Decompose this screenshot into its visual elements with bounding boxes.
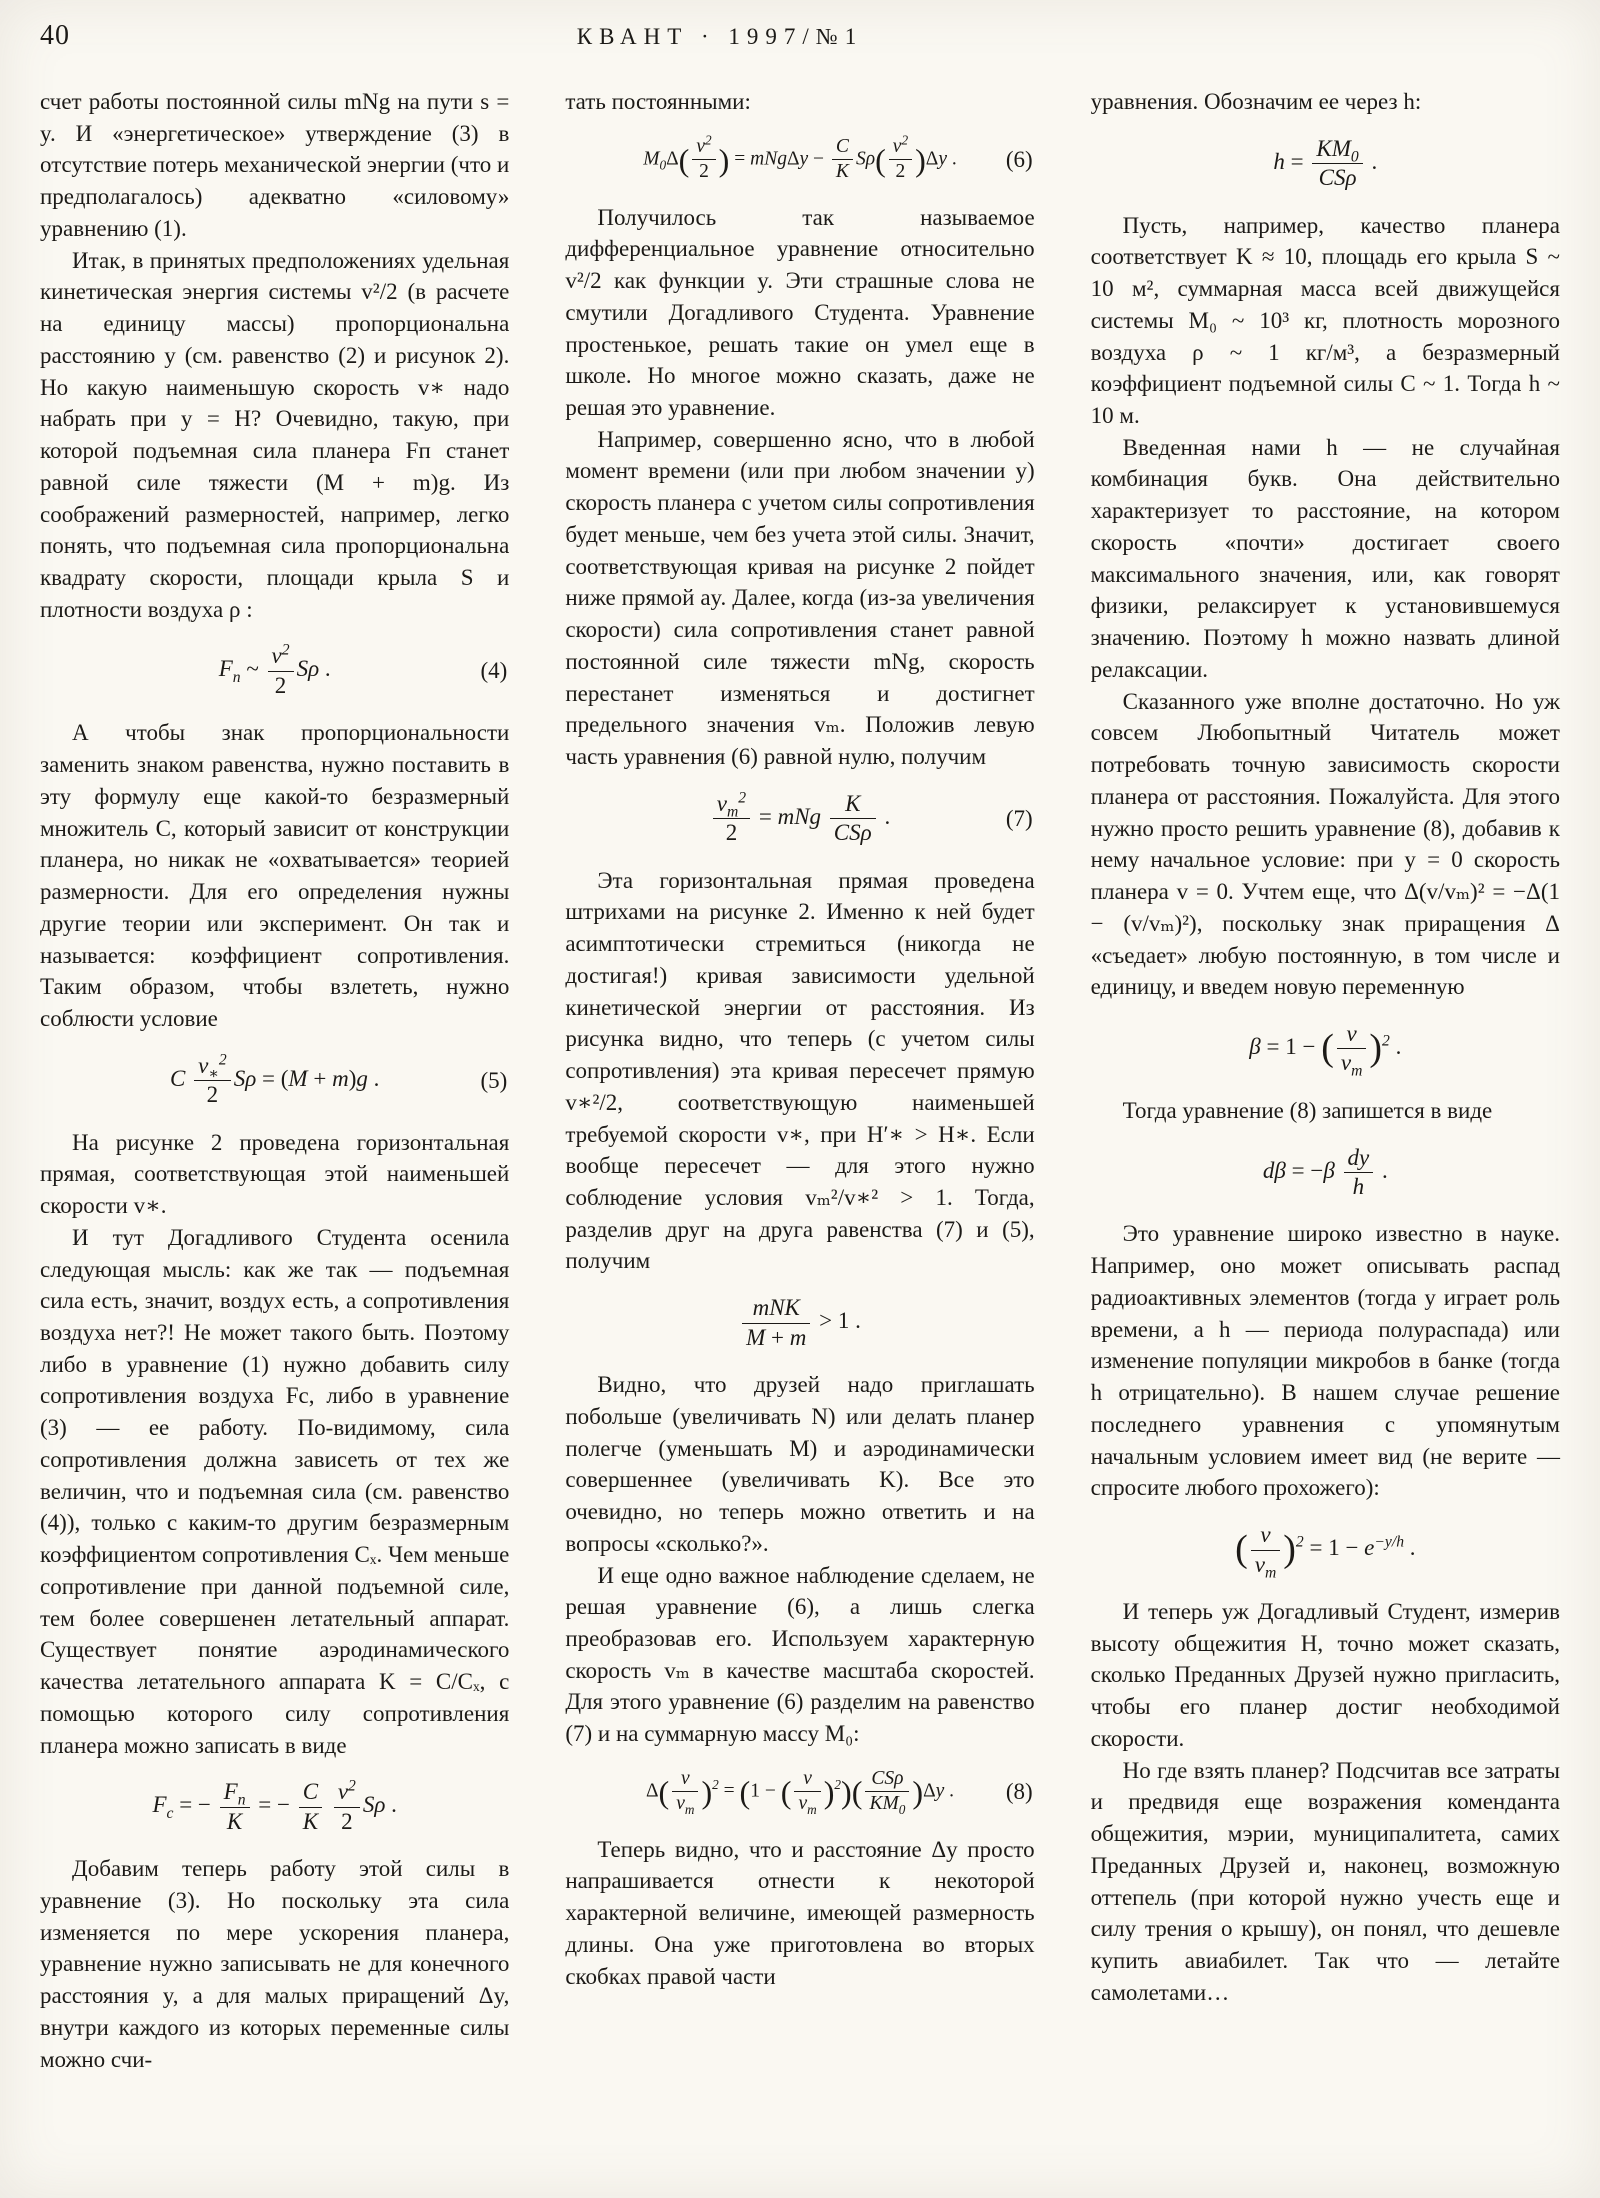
paragraph: Итак, в принятых предположениях удельная кинетическая энергия системы v²/2 (в расчете на единицу массы) пропорциональна расстоянию y (см. равенство (2) и рисунок 2). Но какую наименьшую скорость v∗ надо набрать при y = H? Очевидно, такую, при которой подъемная сила планера Fп станет равной силе тяжести (M + m)g. Из соображений размерностей, например, легко понять, что подъемная сила пропорциональна квадрату скорости, площади крыла S и плотности воздуха ρ : <box>40 247 510 622</box>
journal-title: КВАНТ · 1997/№1 <box>576 24 864 49</box>
paragraph: И еще одно важное наблюдение сделаем, не решая уравнение (6), а лишь слегка преобразовав его. Используем характерную скорость vₘ в качестве масштаба скоростей. Для этого уравнение (6) разделим на равенство (7) и на суммарную массу M₀: <box>565 1562 1035 1747</box>
equation-5 <box>40 1053 509 1109</box>
equation-h <box>1091 136 1560 192</box>
equation-body: ( $\frac{v}{v_m}$ )$^2 = 1 - e^{-y/h}$ . <box>1235 1522 1416 1582</box>
paragraph: Добавим теперь работу этой силы в уравнение (3). Но поскольку эта сила изменяется по мере ускорения планера, уравнение нужно записывать не для конечного расстояния y, а для малых приращений Δy, внутри каждого из которых переменные силы можно счи- <box>40 1856 510 2072</box>
paragraph: тать постоянными: <box>565 89 751 114</box>
equation-inequality <box>565 1295 1034 1351</box>
equation-4 <box>40 643 509 699</box>
equation-number: (7) <box>1005 805 1033 831</box>
text-columns <box>40 86 1560 2075</box>
equation-body: C $\frac{v_∗^2}{2}$ Sρ = (M + m)g . <box>169 1051 380 1108</box>
equation-body: dβ = −β $\frac{dy}{h}$ . <box>1262 1144 1388 1200</box>
column-2 <box>565 86 1034 2075</box>
paragraph: Пусть, например, качество планера соответствует K ≈ 10, площадь его крыла S ~ 10 м², суммарная масса всей движущейся системы M₀ ~ 10³ кг, плотность морозного воздуха ρ ~ 1 кг/м³, а безразмерный коэффициент подъемной силы C ~ 1. Тогда h ~ 10 м. <box>1090 212 1560 429</box>
paragraph: Введенная нами h — не случайная комбинация букв. Она действительно характеризует то расстояние, на котором скорость «почти» достигает своего максимального значения, или, как говорят физики, релаксирует к установившемуся значению. Поэтому h можно назвать длиной релаксации. <box>1090 434 1560 682</box>
paragraph: Это уравнение широко известно в науке. Например, оно может описывать распад радиоактивных элементов (тогда y играет роль времени, а h — периода полураспада) или изменение популяции микробов в банке (тогда h отрицательно). В нашем случае решение последнего уравнения с упомянутым начальным условием имеет вид (не верите — спросите любого прохожего): <box>1090 1221 1560 1501</box>
paragraph: Тогда уравнение (8) запишется в виде <box>1122 1097 1493 1123</box>
equation-6 <box>565 132 1034 184</box>
equation-number: (8) <box>1005 1778 1033 1804</box>
equation-drag-force <box>40 1779 509 1835</box>
equation-number: (6) <box>1005 146 1033 172</box>
equation-body: β = 1 − ( $\frac{v}{v_m}$ )$^2$ . <box>1249 1020 1402 1080</box>
page-number: 40 <box>40 20 70 51</box>
paragraph: Например, совершенно ясно, что в любой момент времени (или при любом значении y) скорость планера с учетом силы сопротивления будет меньше, чем без учета этой силы. Значит, соответствующая кривая на рисунке 2 пойдет ниже прямой ay. Далее, когда (из-за увеличения скорости) сила сопротивления станет равной постоянной силе тяжести mNg, скорость перестанет изменяться и достигнет предельного значения vₘ. Положив левую часть уравнения (6) равной нулю, получим <box>565 426 1035 770</box>
paragraph: На рисунке 2 проведена горизонтальная прямая, соответствующая этой наименьшей скорости v∗. <box>40 1129 510 1219</box>
paragraph: Видно, что друзей надо приглашать побольше (увеличивать N) или делать планер полегче (уменьшать M) и аэродинамически совершеннее (увеличивать K). Все это очевидно, но теперь можно ответить и на вопросы «сколько?». <box>565 1372 1035 1556</box>
paragraph: Сказанного уже вполне достаточно. Но уж совсем Любопытный Читатель может потребовать точную зависимость скорости планера от расстояния. Пожалуйста. Для этого нужно просто решить уравнение (8), добавив к нему начальное условие: при y = 0 скорость планера v = 0. Учтем еще, что Δ(v/vₘ)² = −Δ(1 − (v/vₘ)²), поскольку знак приращения Δ «съедает» любую постоянную, в том числе и единицу, и введем новую переменную <box>1090 688 1560 1000</box>
equation-body: $F_c$ = − $\frac{F_п}{K}$ = − $\frac{C}{K}$ $\frac{v^2}{2}$ Sρ . <box>152 1777 397 1834</box>
equation-body: $F_п$ ~ $\frac{v^2}{2}$ Sρ . <box>218 641 331 698</box>
equation-solution <box>1091 1522 1560 1582</box>
paragraph: Но где взять планер? Подсчитав все затраты и предвидя еще возражения коменданта общежития, мэрии, муниципалитета, самих Преданных Друзей и, наконец, возможную оттепель (при которой нужно учесть еще и силу трения о крышу), он понял, что дешевле купить авиабилет. Так что — летайте самолетами… <box>1090 1757 1560 2005</box>
paragraph: счет работы постоянной силы mNg на пути s = y. И «энергетическое» утверждение (3) в отсутствие потерь механической энергии (что и предполагалось) адекватно «силовому» уравнению (1). <box>40 89 510 241</box>
paragraph: уравнения. Обозначим ее через h: <box>1090 89 1422 114</box>
paragraph: И теперь уж Догадливый Студент, измерив высоту общежития H, точно может сказать, сколько Преданных Друзей нужно пригласить, чтобы его планер достиг необходимой скорости. <box>1090 1598 1560 1751</box>
equation-number: (4) <box>480 658 508 684</box>
equation-body: $\frac{\text{mNK}}{M + m}$ > 1 . <box>739 1295 861 1351</box>
equation-body: h = $\frac{KM_0}{\text{CSρ}}$ . <box>1273 135 1378 191</box>
equation-body: $\frac{v_m^2}{2}$ = mNg $\frac{K}{\text{CSρ}}$ . <box>710 791 890 847</box>
equation-body: Δ( $\frac{v}{v_m}$ )$^2$ = (1 − ( $\frac{v}{v_m}$ )$^2$)( $\frac{\text{CSρ}}{KM_0}$ )Δy . <box>645 1767 955 1818</box>
equation-beta <box>1091 1020 1560 1080</box>
column-3 <box>1091 86 1560 2075</box>
paragraph: Эта горизонтальная прямая проведена штрихами на рисунке 2. Именно к ней будет асимптотически стремиться (никогда не достигая!) кривая зависимости удельной кинетической энергии от расстояния. Из рисунка видно, что теперь (с учетом силы сопротивления) эта кривая пересечет прямую v∗²/2, соответствующую наименьшей требуемой скорости v∗, при H′∗ > H∗. Если вообще пересечет — для этого нужно соблюдение условия vₘ²/v∗² > 1. Тогда, разделив друг на друга равенства (7) и (5), получим <box>565 867 1035 1274</box>
paragraph: Получилось так называемое дифференциальное уравнение относительно v²/2 как функции y. Эти страшные слова не смутили Догадливого Студента. Уравнение простенькое, решать такие он умел еще в школе. Но многое можно сказать, даже не решая это уравнение. <box>565 204 1035 420</box>
equation-8 <box>565 1768 1034 1816</box>
paragraph: Теперь видно, что и расстояние Δy просто напрашивается отнести к некоторой характерной величине, имеющей размерность длины. Она уже приготовлена во вторых скобках правой части <box>565 1836 1035 1989</box>
equation-7 <box>565 791 1034 847</box>
paragraph: И тут Догадливого Студента осенила следующая мысль: как же так — подъемная сила есть, значит, воздух есть, а сопротивления воздуха нет?! Не может такого быть. Поэтому либо в уравнение (1) нужно добавить силу сопротивления воздуха Fс, либо в уравнение (3) — ее работу. По-видимому, сила сопротивления должна зависеть от тех же величин, что и подъемная сила (см. равенство (4)), только с каким-то другим безразмерным коэффициентом сопротивления Cₓ. Чем меньше сопротивление при данной подъемной силе, тем более совершенен летательный аппарат. Существует понятие аэродинамического качества летательного аппарата K = C/Cₓ, с помощью которого силу сопротивления планера можно записать в виде <box>40 1224 510 1758</box>
paragraph: А чтобы знак пропорциональности заменить знаком равенства, нужно поставить в эту формулу еще какой-то безразмерный множитель C, который зависит от конструкции планера, но никак не «охватывается» теорией размерности. Для его определения нужны другие теории или эксперимент. Он так и называется: коэффициент сопротивления. Таким образом, чтобы взлететь, нужно соблюсти условие <box>40 720 510 1031</box>
equation-dbeta <box>1091 1145 1560 1201</box>
column-1 <box>40 86 509 2075</box>
equation-number: (5) <box>480 1067 508 1093</box>
equation-body: $M_0\Delta$( $\frac{v^2}{2}$ ) = mNgΔy − $\frac{C}{K}$ Sρ( $\frac{v^2}{2}$ )Δy . <box>643 132 957 183</box>
page-header <box>40 20 1560 66</box>
